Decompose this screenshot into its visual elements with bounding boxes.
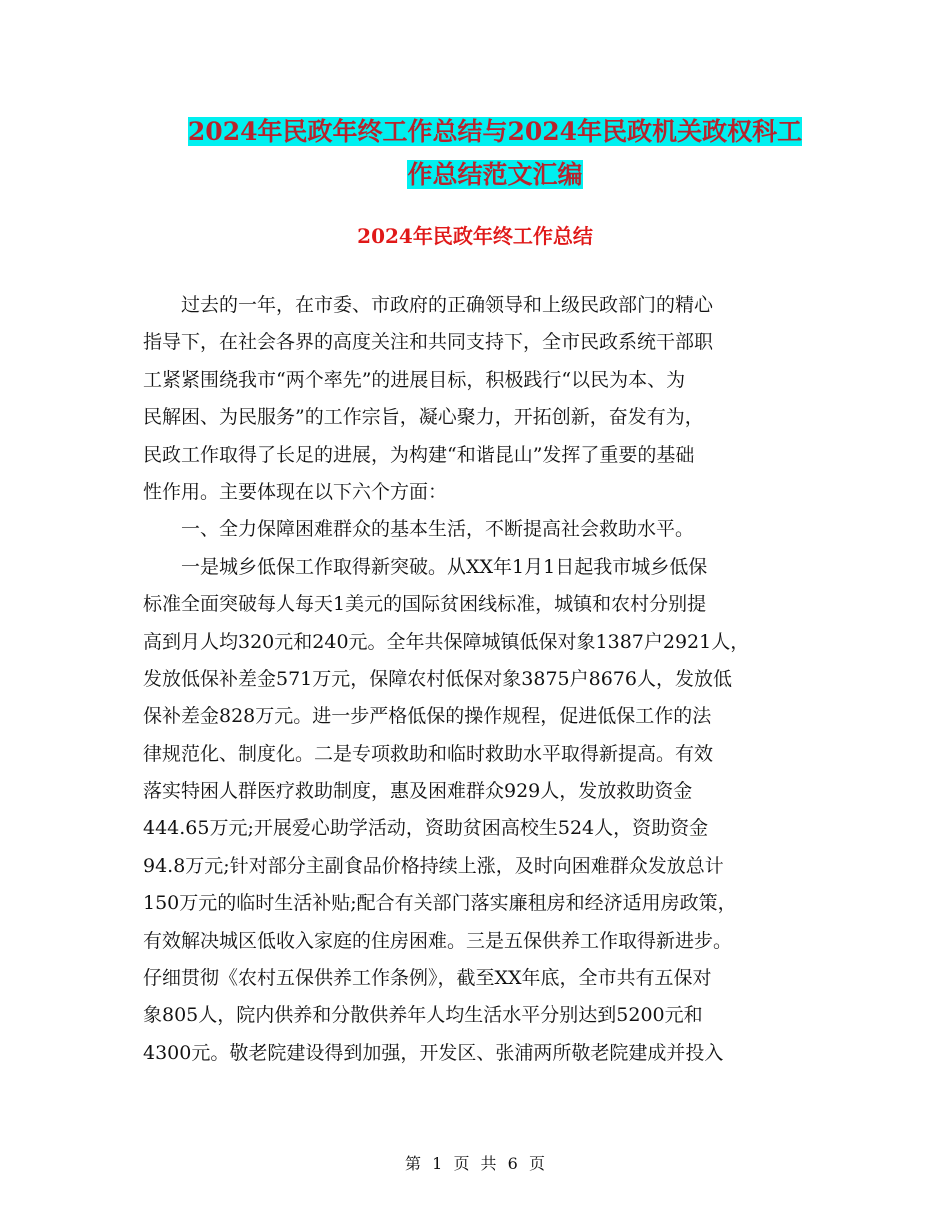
page-footer — [0, 1152, 950, 1176]
body-line: 民政工作取得了长足的进展，为构建“和谐昆山”发挥了重要的基础 — [143, 443, 695, 466]
body-line: 有效解决城区低收入家庭的住房困难。三是五保供养工作取得新进步。 — [143, 929, 733, 952]
body-line: 94.8万元;针对部分主副食品价格持续上涨，及时向困难群众发放总计 — [143, 854, 724, 877]
body-line: 发放低保补差金571万元，保障农村低保对象3875户8676人，发放低 — [143, 667, 732, 690]
footer-total-pages: 6 — [507, 1154, 518, 1173]
body-line: 444.65万元;开展爱心助学活动，资助贫困高校生524人，资助资金 — [143, 817, 709, 840]
body-line: 落实特困人群医疗救助制度，惠及困难群众929人，发放救助资金 — [143, 780, 693, 803]
body-line: 过去的一年，在市委、市政府的正确领导和上级民政部门的精心 — [181, 294, 714, 316]
footer-label-total-unit: 页 — [528, 1154, 545, 1173]
body-line: 标准全面突破每人每天1美元的国际贫困线标准，城镇和农村分别提 — [143, 593, 707, 616]
body-line: 一是城乡低保工作取得新突破。从XX年1月1日起我市城乡低保 — [181, 555, 708, 578]
body-line: 仔细贯彻《农村五保供养工作条例》，截至XX年底，全市共有五保对 — [143, 967, 712, 990]
body-line: 工紧紧围绕我市“两个率先”的进展目标，积极践行“以民为本、为 — [143, 368, 686, 391]
body-line: 指导下，在社会各界的高度关注和共同支持下，全市民政系统干部职 — [143, 331, 714, 354]
body-line: 4300元。敬老院建设得到加强，开发区、张浦两所敬老院建成并投入 — [143, 1041, 724, 1064]
body-line: 一、全力保障困难群众的基本生活，不断提高社会救助水平。 — [181, 518, 695, 541]
section-title: 2024年民政年终工作总结 — [357, 224, 593, 248]
document-body — [143, 287, 815, 1072]
body-line: 150万元的临时生活补贴;配合有关部门落实廉租房和经济适用房政策， — [143, 892, 737, 915]
document-title — [140, 110, 850, 196]
document-title-line-2 — [140, 153, 850, 196]
body-line: 性作用。主要体现在以下六个方面： — [143, 480, 448, 503]
body-line: 保补差金828万元。进一步严格低保的操作规程，促进低保工作的法 — [143, 705, 712, 728]
footer-label-page: 第 — [405, 1154, 422, 1173]
footer-label-page-unit: 页 — [453, 1154, 470, 1173]
body-line: 律规范化、制度化。二是专项救助和临时救助水平取得新提高。有效 — [143, 742, 714, 765]
footer-page-number: 1 — [432, 1154, 443, 1173]
body-line: 象805人，院内供养和分散供养年人均生活水平分别达到5200元和 — [143, 1004, 703, 1027]
document-title-line-1 — [140, 110, 850, 153]
title-highlight: 2024年民政年终工作总结与2024年民政机关政权科工 — [187, 117, 803, 146]
footer-label-total: 共 — [480, 1154, 497, 1173]
body-line: 高到月人均320元和240元。全年共保障城镇低保对象1387户2921人， — [143, 630, 750, 653]
title-highlight: 作总结范文汇编 — [407, 160, 583, 189]
body-line: 民解困、为民服务”的工作宗旨，凝心聚力，开拓创新，奋发有为， — [143, 406, 704, 429]
